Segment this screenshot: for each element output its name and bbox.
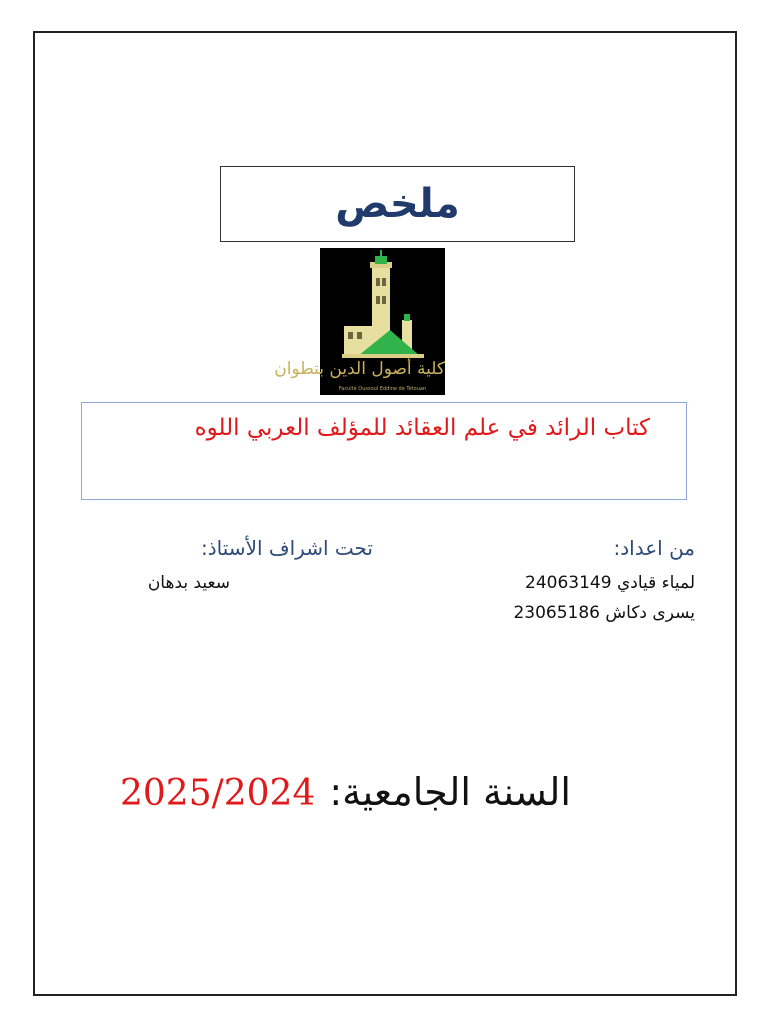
prepared-by-label: من اعداد: [613, 536, 695, 560]
academic-year-label: السنة الجامعية: [329, 770, 571, 814]
student-row [525, 573, 695, 593]
book-title-box [81, 402, 687, 500]
document-title: ملخص [335, 181, 460, 227]
student-row [513, 603, 695, 623]
logo-arabic-caption: كلية أصول الدين بتطوان [274, 359, 445, 379]
book-title: كتاب الرائد في علم العقائد للمؤلف العربي اللوه [194, 415, 650, 441]
student-name: يسرى دكاش [605, 603, 695, 623]
academic-year-value: 2025/2024 [120, 773, 316, 814]
supervisor-label: تحت اشراف الأستاذ: [201, 536, 373, 560]
student-id: 23065186 [513, 603, 600, 623]
title-box [220, 166, 575, 242]
academic-year [120, 770, 650, 840]
logo-latin-caption: Faculté Oussoul Eddine de Tétouan [338, 386, 427, 392]
student-name: لمياء قيادي [616, 573, 695, 593]
supervisor-name: سعيد بدهان [147, 573, 230, 593]
student-id: 24063149 [525, 573, 612, 593]
faculty-logo [274, 248, 445, 395]
